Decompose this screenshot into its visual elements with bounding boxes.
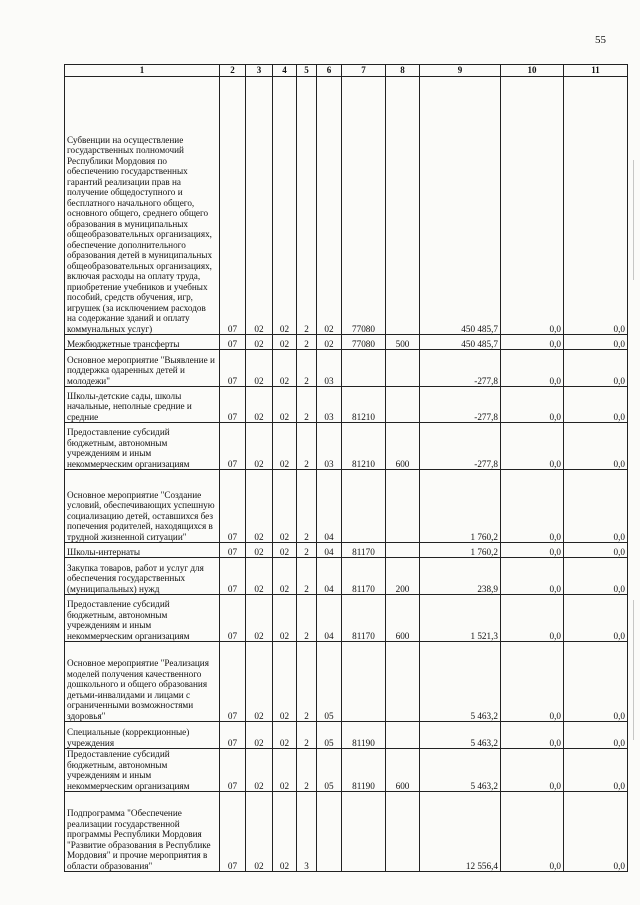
row-name-cell: Подпрограмма "Обеспечение реализации государственной программы Республики Мордовия "Развитие образования в Республике Мордовия" и прочие мероприятия в области образования" bbox=[65, 792, 220, 872]
row-cell-c2: 07 bbox=[220, 558, 246, 595]
row-cell-c9: 450 485,7 bbox=[420, 335, 501, 350]
row-cell-c3: 02 bbox=[246, 558, 273, 595]
row-cell-c3: 02 bbox=[246, 642, 273, 722]
row-cell-c4: 02 bbox=[273, 387, 297, 423]
row-cell-c3: 02 bbox=[246, 387, 273, 423]
header-cell: 11 bbox=[564, 65, 628, 77]
row-cell-c10: 0,0 bbox=[501, 470, 564, 543]
row-cell-c4: 02 bbox=[273, 749, 297, 792]
row-cell-c7 bbox=[342, 470, 386, 543]
row-cell-c6: 05 bbox=[317, 642, 342, 722]
row-cell-c9: 5 463,2 bbox=[420, 749, 501, 792]
row-cell-c9: -277,8 bbox=[420, 350, 501, 387]
row-cell-c2: 07 bbox=[220, 595, 246, 642]
row-cell-c7: 77080 bbox=[342, 335, 386, 350]
table-row bbox=[65, 387, 628, 423]
header-cell: 8 bbox=[386, 65, 420, 77]
row-cell-c7: 77080 bbox=[342, 77, 386, 335]
scan-edge-mark bbox=[627, 600, 634, 740]
row-cell-c6: 05 bbox=[317, 722, 342, 749]
row-cell-c7 bbox=[342, 792, 386, 872]
row-name-cell: Закупка товаров, работ и услуг для обеспечения государственных (муниципальных) нужд bbox=[65, 558, 220, 595]
row-cell-c3: 02 bbox=[246, 749, 273, 792]
header-cell: 6 bbox=[317, 65, 342, 77]
table-body bbox=[65, 77, 628, 872]
row-name-cell: Школы-детские сады, школы начальные, неполные средние и средние bbox=[65, 387, 220, 423]
table-row bbox=[65, 350, 628, 387]
row-cell-c3: 02 bbox=[246, 792, 273, 872]
row-cell-c5: 2 bbox=[297, 423, 317, 470]
row-cell-c9: 450 485,7 bbox=[420, 77, 501, 335]
table-row bbox=[65, 792, 628, 872]
row-cell-c2: 07 bbox=[220, 722, 246, 749]
row-cell-c5: 2 bbox=[297, 543, 317, 558]
row-cell-c11: 0,0 bbox=[564, 642, 628, 722]
row-cell-c11: 0,0 bbox=[564, 470, 628, 543]
row-cell-c2: 07 bbox=[220, 543, 246, 558]
row-cell-c6: 04 bbox=[317, 558, 342, 595]
header-cell: 4 bbox=[273, 65, 297, 77]
row-cell-c9: -277,8 bbox=[420, 423, 501, 470]
row-cell-c2: 07 bbox=[220, 423, 246, 470]
row-cell-c6: 04 bbox=[317, 543, 342, 558]
row-cell-c7 bbox=[342, 350, 386, 387]
row-cell-c9: -277,8 bbox=[420, 387, 501, 423]
header-cell: 3 bbox=[246, 65, 273, 77]
row-name-cell: Межбюджетные трансферты bbox=[65, 335, 220, 350]
row-name-cell: Школы-интернаты bbox=[65, 543, 220, 558]
row-cell-c5: 2 bbox=[297, 558, 317, 595]
row-cell-c11: 0,0 bbox=[564, 792, 628, 872]
row-cell-c11: 0,0 bbox=[564, 77, 628, 335]
row-cell-c10: 0,0 bbox=[501, 792, 564, 872]
row-cell-c10: 0,0 bbox=[501, 423, 564, 470]
row-cell-c5: 2 bbox=[297, 722, 317, 749]
row-cell-c4: 02 bbox=[273, 77, 297, 335]
row-cell-c10: 0,0 bbox=[501, 558, 564, 595]
row-cell-c8: 200 bbox=[386, 558, 420, 595]
row-cell-c8: 500 bbox=[386, 335, 420, 350]
row-cell-c4: 02 bbox=[273, 543, 297, 558]
row-cell-c5: 3 bbox=[297, 792, 317, 872]
row-cell-c7: 81190 bbox=[342, 749, 386, 792]
table-row bbox=[65, 749, 628, 792]
row-cell-c2: 07 bbox=[220, 470, 246, 543]
row-cell-c3: 02 bbox=[246, 77, 273, 335]
row-cell-c4: 02 bbox=[273, 792, 297, 872]
budget-table bbox=[64, 64, 628, 872]
row-cell-c10: 0,0 bbox=[501, 335, 564, 350]
row-cell-c6: 03 bbox=[317, 350, 342, 387]
row-cell-c6: 04 bbox=[317, 595, 342, 642]
row-cell-c9: 12 556,4 bbox=[420, 792, 501, 872]
row-cell-c4: 02 bbox=[273, 335, 297, 350]
row-cell-c3: 02 bbox=[246, 423, 273, 470]
row-cell-c11: 0,0 bbox=[564, 749, 628, 792]
row-cell-c11: 0,0 bbox=[564, 423, 628, 470]
row-cell-c4: 02 bbox=[273, 595, 297, 642]
row-cell-c11: 0,0 bbox=[564, 722, 628, 749]
header-cell: 2 bbox=[220, 65, 246, 77]
row-name-cell: Предоставление субсидий бюджетным, автономным учреждениям и иным некоммерческим организациям bbox=[65, 749, 220, 792]
row-name-cell: Специальные (коррекционные) учреждения bbox=[65, 722, 220, 749]
row-cell-c6 bbox=[317, 792, 342, 872]
row-cell-c3: 02 bbox=[246, 335, 273, 350]
row-cell-c8: 600 bbox=[386, 749, 420, 792]
row-cell-c4: 02 bbox=[273, 558, 297, 595]
row-cell-c10: 0,0 bbox=[501, 722, 564, 749]
row-cell-c11: 0,0 bbox=[564, 335, 628, 350]
row-cell-c2: 07 bbox=[220, 335, 246, 350]
row-cell-c8 bbox=[386, 792, 420, 872]
row-cell-c2: 07 bbox=[220, 642, 246, 722]
row-cell-c5: 2 bbox=[297, 335, 317, 350]
table-row bbox=[65, 543, 628, 558]
header-cell: 7 bbox=[342, 65, 386, 77]
row-cell-c11: 0,0 bbox=[564, 558, 628, 595]
page-number: 55 bbox=[595, 34, 606, 46]
row-cell-c8 bbox=[386, 642, 420, 722]
row-cell-c4: 02 bbox=[273, 350, 297, 387]
row-cell-c7: 81170 bbox=[342, 595, 386, 642]
row-cell-c7: 81170 bbox=[342, 543, 386, 558]
row-cell-c2: 07 bbox=[220, 77, 246, 335]
row-cell-c2: 07 bbox=[220, 749, 246, 792]
row-cell-c6: 03 bbox=[317, 423, 342, 470]
row-cell-c8 bbox=[386, 722, 420, 749]
row-cell-c8: 600 bbox=[386, 595, 420, 642]
header-cell: 1 bbox=[65, 65, 220, 77]
row-cell-c10: 0,0 bbox=[501, 387, 564, 423]
row-cell-c7: 81210 bbox=[342, 423, 386, 470]
table-row bbox=[65, 558, 628, 595]
row-cell-c6: 02 bbox=[317, 335, 342, 350]
row-cell-c8: 600 bbox=[386, 423, 420, 470]
row-cell-c6: 05 bbox=[317, 749, 342, 792]
row-cell-c10: 0,0 bbox=[501, 595, 564, 642]
row-cell-c8 bbox=[386, 77, 420, 335]
row-cell-c4: 02 bbox=[273, 722, 297, 749]
row-cell-c9: 5 463,2 bbox=[420, 642, 501, 722]
row-cell-c3: 02 bbox=[246, 543, 273, 558]
table-header-row bbox=[65, 65, 628, 77]
row-name-cell: Субвенции на осуществление государственных полномочий Республики Мордовия по обеспечению государственных гарантий реализации прав на получение общедоступного и бесплатного начального общего, основного общего, среднего общего образования в муниципальных общеобразовательных организациях, обеспечение дополнительного образования детей в муниципальных общеобразовательных организациях, включая расходы на оплату труда, приобретение учебников и учебных пособий, средств обучения, игр, игрушек (за исключением расходов на содержание зданий и оплату коммунальных услуг) bbox=[65, 77, 220, 335]
row-cell-c6: 03 bbox=[317, 387, 342, 423]
row-cell-c11: 0,0 bbox=[564, 595, 628, 642]
row-cell-c5: 2 bbox=[297, 749, 317, 792]
row-cell-c3: 02 bbox=[246, 350, 273, 387]
row-cell-c8 bbox=[386, 387, 420, 423]
scan-edge-mark bbox=[627, 160, 634, 280]
row-cell-c8 bbox=[386, 470, 420, 543]
row-name-cell: Предоставление субсидий бюджетным, автономным учреждениям и иным некоммерческим организациям bbox=[65, 423, 220, 470]
row-cell-c9: 1 760,2 bbox=[420, 543, 501, 558]
row-cell-c5: 2 bbox=[297, 642, 317, 722]
row-cell-c4: 02 bbox=[273, 470, 297, 543]
row-cell-c6: 02 bbox=[317, 77, 342, 335]
row-cell-c6: 04 bbox=[317, 470, 342, 543]
row-cell-c10: 0,0 bbox=[501, 749, 564, 792]
row-name-cell: Предоставление субсидий бюджетным, автономным учреждениям и иным некоммерческим организациям bbox=[65, 595, 220, 642]
row-cell-c2: 07 bbox=[220, 387, 246, 423]
table-row bbox=[65, 470, 628, 543]
row-cell-c2: 07 bbox=[220, 350, 246, 387]
row-cell-c9: 5 463,2 bbox=[420, 722, 501, 749]
row-cell-c5: 2 bbox=[297, 350, 317, 387]
table-row bbox=[65, 722, 628, 749]
row-cell-c5: 2 bbox=[297, 595, 317, 642]
row-cell-c10: 0,0 bbox=[501, 350, 564, 387]
row-cell-c3: 02 bbox=[246, 470, 273, 543]
row-cell-c3: 02 bbox=[246, 722, 273, 749]
row-name-cell: Основное мероприятие "Выявление и поддержка одаренных детей и молодежи" bbox=[65, 350, 220, 387]
table-row bbox=[65, 335, 628, 350]
row-cell-c7: 81190 bbox=[342, 722, 386, 749]
row-cell-c7: 81210 bbox=[342, 387, 386, 423]
row-cell-c7: 81170 bbox=[342, 558, 386, 595]
row-cell-c9: 1 521,3 bbox=[420, 595, 501, 642]
row-cell-c10: 0,0 bbox=[501, 642, 564, 722]
header-cell: 9 bbox=[420, 65, 501, 77]
header-cell: 5 bbox=[297, 65, 317, 77]
table-row bbox=[65, 77, 628, 335]
row-cell-c5: 2 bbox=[297, 387, 317, 423]
row-cell-c5: 2 bbox=[297, 470, 317, 543]
table-row bbox=[65, 423, 628, 470]
row-name-cell: Основное мероприятие "Реализация моделей получения качественного дошкольного и общего образования детьми-инвалидами и лицами с ограниченными возможностями здоровья" bbox=[65, 642, 220, 722]
row-name-cell: Основное мероприятие "Создание условий, обеспечивающих успешную социализацию детей, оставшихся без попечения родителей, находящихся в трудной жизненной ситуации" bbox=[65, 470, 220, 543]
row-cell-c10: 0,0 bbox=[501, 77, 564, 335]
table-row bbox=[65, 642, 628, 722]
row-cell-c9: 1 760,2 bbox=[420, 470, 501, 543]
row-cell-c2: 07 bbox=[220, 792, 246, 872]
row-cell-c11: 0,0 bbox=[564, 350, 628, 387]
row-cell-c8 bbox=[386, 350, 420, 387]
row-cell-c11: 0,0 bbox=[564, 387, 628, 423]
row-cell-c9: 238,9 bbox=[420, 558, 501, 595]
row-cell-c3: 02 bbox=[246, 595, 273, 642]
row-cell-c11: 0,0 bbox=[564, 543, 628, 558]
row-cell-c5: 2 bbox=[297, 77, 317, 335]
table-row bbox=[65, 595, 628, 642]
row-cell-c7 bbox=[342, 642, 386, 722]
header-cell: 10 bbox=[501, 65, 564, 77]
row-cell-c8 bbox=[386, 543, 420, 558]
row-cell-c4: 02 bbox=[273, 423, 297, 470]
row-cell-c10: 0,0 bbox=[501, 543, 564, 558]
row-cell-c4: 02 bbox=[273, 642, 297, 722]
